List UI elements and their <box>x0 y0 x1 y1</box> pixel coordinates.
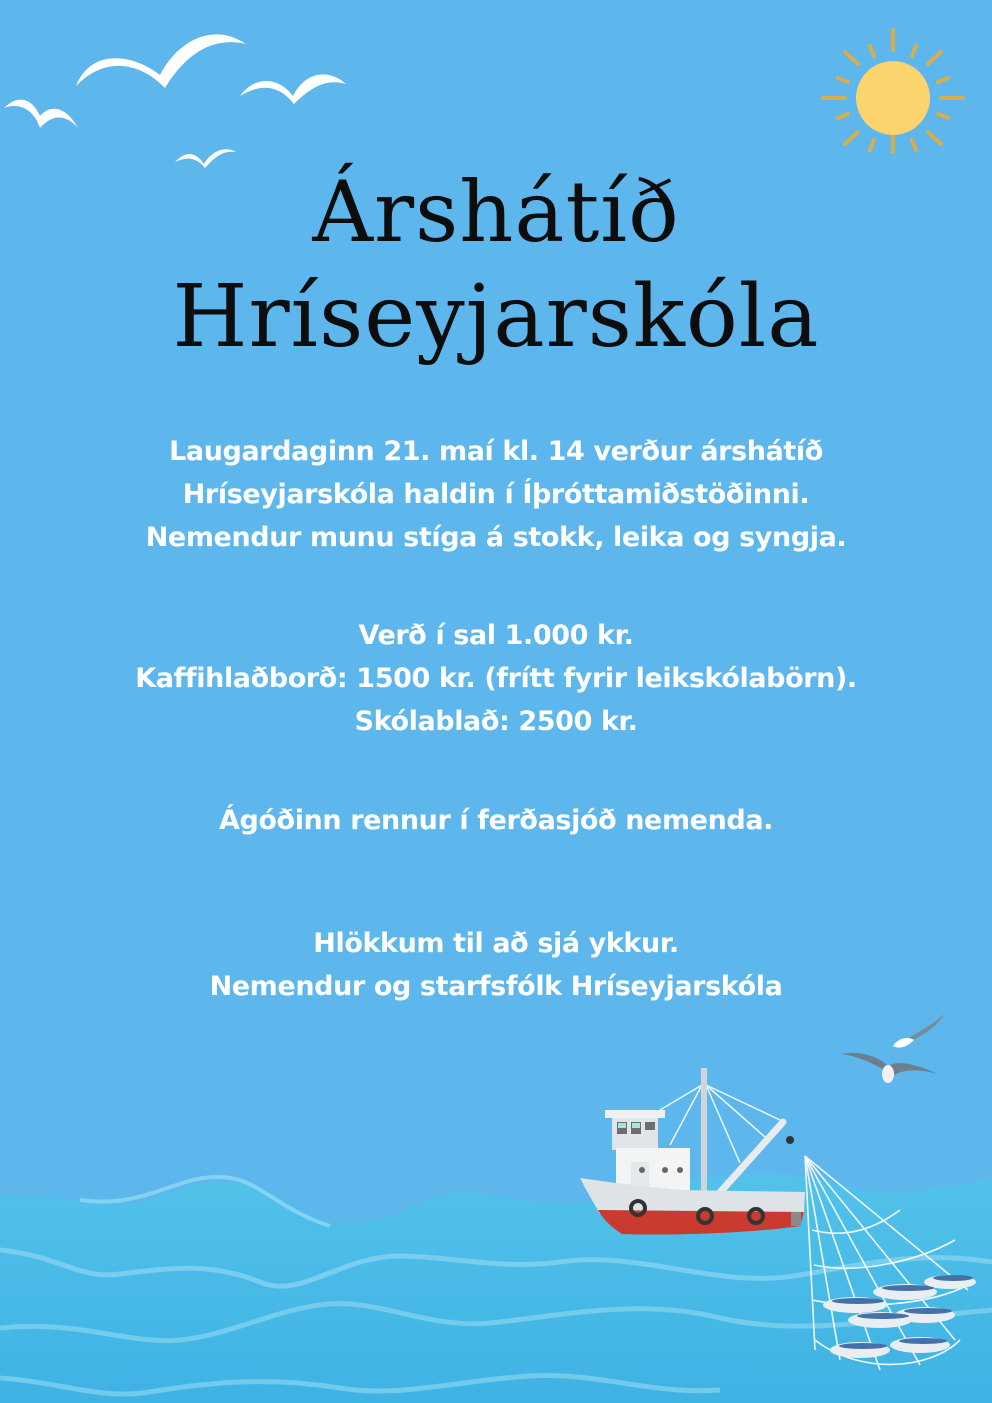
intro-paragraph <box>0 430 992 559</box>
title-line-1: Árshátíð <box>312 163 680 261</box>
fish-icon <box>823 1275 976 1358</box>
intro-line: Laugardaginn 21. maí kl. 14 verður árshátíð <box>169 436 823 467</box>
closing-line: Nemendur og starfsfólk Hríseyjarskóla <box>209 971 783 1002</box>
proceeds-line: Ágóðinn rennur í ferðasjóð nemenda. <box>218 805 774 836</box>
closing-line: Hlökkum til að sjá ykkur. <box>313 928 679 959</box>
proceeds-paragraph <box>0 799 992 842</box>
title-line-2: Hríseyjarskóla <box>172 267 820 367</box>
price-line: Verð í sal 1.000 kr. <box>358 620 634 651</box>
price-line: Skólablað: 2500 kr. <box>354 706 638 737</box>
intro-line: Hríseyjarskóla haldin í Íþróttamiðstöðinni. <box>182 479 810 510</box>
price-line: Kaffihlaðborð: 1500 kr. (frítt fyrir leikskólabörn). <box>135 663 857 694</box>
closing-paragraph <box>0 922 992 1008</box>
intro-line: Nemendur munu stíga á stokk, leika og syngja. <box>145 522 847 553</box>
prices-paragraph <box>0 614 992 743</box>
